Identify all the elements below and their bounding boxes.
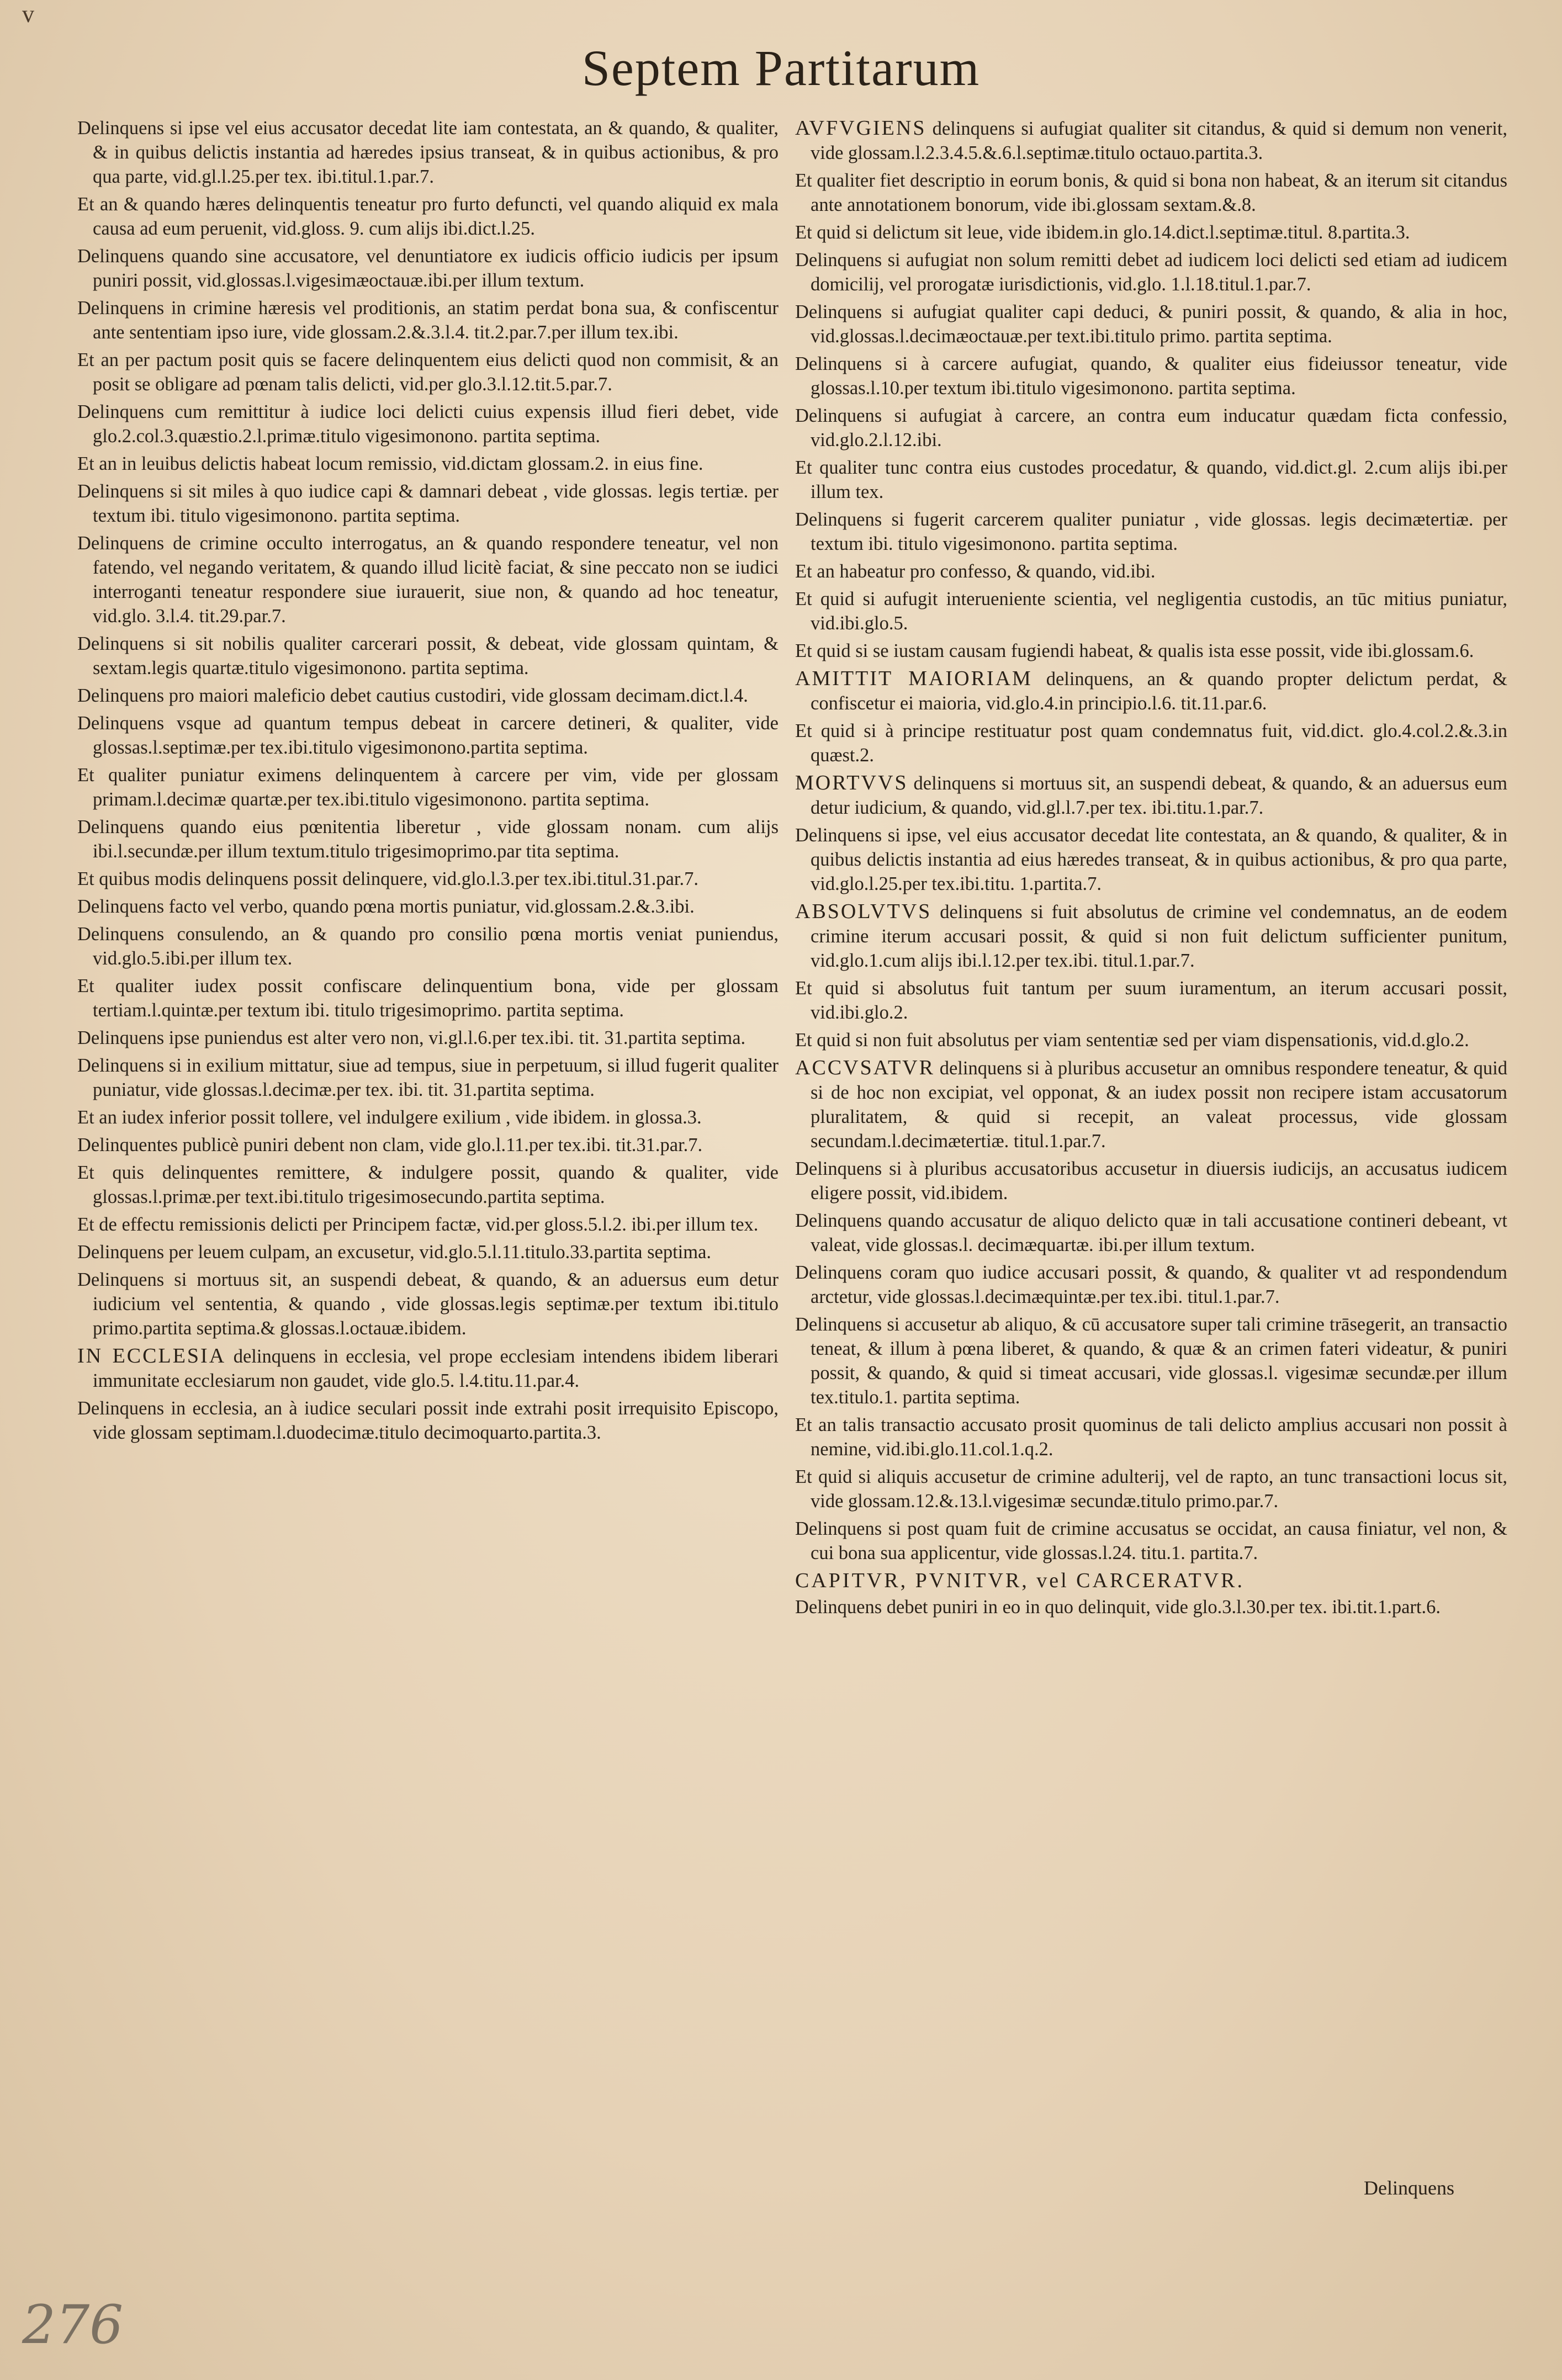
entry-text: Delinquens quando accusatur de aliquo delicto quæ in tali accusatione contineri debeant, vt valeat, vide glossas.l. decimæquartæ. ibi.per illum textum.	[795, 1210, 1507, 1255]
entry-text: Delinquens debet puniri in eo in quo delinquit, vide glo.3.l.30.per tex. ibi.tit.1.part.6.	[795, 1597, 1441, 1618]
index-entry	[77, 452, 779, 476]
entry-text: Et an per pactum posit quis se facere delinquentem eius delicti quod non commisit, & an posit se obligare ad pœnam talis delicti, vid.per glo.3.l.12.tit.5.par.7.	[77, 349, 779, 395]
entry-text: delinquens si à pluribus accusetur an omnibus respondere teneatur, & quid si de hoc non excipiat, vel opponat, & an iudex possit non recipere istam accusatorum pluralitatem, & quid si recepit, an valeat processus, vide glossam secundam.l.decimætertiæ. titul.1.par.7.	[811, 1058, 1507, 1152]
index-entry	[77, 974, 779, 1022]
entry-lead-word: ABSOLVTVS	[795, 900, 932, 923]
entry-text: Et quid si à principe restituatur post quam condemnatus fuit, vid.dict. glo.4.col.2.&.3.in quæst.2.	[795, 720, 1507, 766]
catchword: Delinquens	[1364, 2177, 1454, 2199]
index-entry	[795, 559, 1507, 584]
entry-text: Delinquens ipse puniendus est alter vero non, vi.gl.l.6.per tex.ibi. tit. 31.partita septima.	[77, 1027, 746, 1048]
index-entry	[795, 976, 1507, 1025]
index-entry	[795, 823, 1507, 896]
index-entry	[77, 1344, 779, 1393]
entry-text: Delinquens si à carcere aufugiat, quando, & qualiter eius fideiussor teneatur, vide glossas.l.10.per textum ibi.titulo vigesimonono. partita septima.	[795, 353, 1507, 399]
entry-text: Delinquens in ecclesia, an à iudice seculari possit inde extrahi posit irrequisito Episcopo, vide glossam septimam.l.duodecimæ.titulo decimoquarto.partita.3.	[77, 1398, 779, 1443]
entry-text: Delinquens si post quam fuit de crimine accusatus se occidat, an causa finiatur, vel non, & cui bona sua applicentur, vide glossas.l.24. titu.1. partita.7.	[795, 1518, 1507, 1563]
index-entry	[795, 719, 1507, 767]
entry-text: Et quid si absolutus fuit tantum per suum iuramentum, an iterum accusari possit, vid.ibi.glo.2.	[795, 978, 1507, 1023]
entry-text: Delinquens de crimine occulto interrogatus, an & quando respondere teneatur, vel non fatendo, vel negando veritatem, & quando illud licitè faciat, & sine peccato non se iudici interroganti teneatur respondere siue iurauerit, siue non, & quando ad hoc teneatur, vid.glo. 3.l.4. tit.29.par.7.	[77, 533, 779, 627]
entry-lead-word: ACCVSATVR	[795, 1056, 935, 1079]
index-entry	[795, 1028, 1507, 1052]
entry-text: Et qualiter iudex possit confiscare delinquentium bona, vide per glossam tertiam.l.quintæ.per textum ibi. titulo trigesimoprimo. partita septima.	[77, 976, 779, 1021]
entry-text: Delinquens si fugerit carcerem qualiter puniatur , vide glossas. legis decimætertiæ. per textum ibi. titulo vigesimonono. partita septima.	[795, 509, 1507, 554]
index-entry	[795, 899, 1507, 973]
entry-text: delinquens si aufugiat qualiter sit citandus, & quid si demum non venerit, vide glossam.l.2.3.4.5.&.6.l.septimæ.titulo octauo.partita.3.	[811, 118, 1507, 163]
index-entry	[77, 922, 779, 971]
entry-text: Et an in leuibus delictis habeat locum remissio, vid.dictam glossam.2. in eius fine.	[77, 453, 703, 474]
corner-mark: v	[22, 1, 34, 28]
index-entry	[77, 1240, 779, 1264]
index-entry	[795, 587, 1507, 635]
entry-lead-word: MORTVVS	[795, 771, 908, 794]
entry-text: Delinquens si accusetur ab aliquo, & cū accusatore super tali crimine trāsegerit, an transactio teneat, & illum à pœna liberet, & quando, & quæ & an crimen fateri videatur, & puniri possit, & quando, & quid si timeat accusari, vide glossas.l. vigesimæ secundæ.per illum tex.titulo.1. partita septima.	[795, 1314, 1507, 1408]
entry-text: Et an talis transactio accusato prosit quominus de tali delicto amplius accusari non possit à nemine, vid.ibi.glo.11.col.1.q.2.	[795, 1414, 1507, 1460]
index-entry	[77, 763, 779, 812]
index-entry	[77, 1133, 779, 1157]
entry-text: Delinquens quando eius pœnitentia liberetur , vide glossam nonam. cum alijs ibi.l.secundæ.per illum textum.titulo trigesimoprimo.par tita septima.	[77, 817, 779, 862]
index-entry	[77, 1160, 779, 1209]
index-entry	[795, 1312, 1507, 1409]
entry-text: Delinquens si à pluribus accusatoribus accusetur in diuersis iudicijs, an accusatus iudicem eligere possit, vid.ibidem.	[795, 1158, 1507, 1204]
index-entry	[77, 894, 779, 919]
index-entry	[795, 220, 1507, 245]
entry-text: Delinquens quando sine accusatore, vel denuntiatore ex iudicis officio iudicis per ipsum puniri possit, vid.glossas.l.vigesimæoctauæ.ibi.per illum textum.	[77, 246, 779, 291]
index-entry	[77, 1212, 779, 1237]
entry-text: Et quibus modis delinquens possit delinquere, vid.glo.l.3.per tex.ibi.titul.31.par.7.	[77, 868, 698, 889]
index-entry	[795, 1595, 1507, 1619]
index-entry	[77, 867, 779, 891]
index-entry	[795, 1413, 1507, 1461]
index-entry	[795, 507, 1507, 556]
entry-text: Delinquens si sit nobilis qualiter carcerari possit, & debeat, vide glossam quintam, & sextam.legis quartæ.titulo vigesimonono. partita septima.	[77, 633, 779, 679]
entry-text: Delinquens si ipse, vel eius accusator decedat lite contestata, an & quando, & qualiter, & in quibus delictis instantia ad eius hæredes transeat, & in quibus actionibus, & pro qua parte, vid.glo.l.25.per tex.ibi.titu. 1.partita.7.	[795, 825, 1507, 894]
handwritten-folio-number: 276	[22, 2294, 124, 2356]
entry-text: Et an iudex inferior possit tollere, vel indulgere exilium , vide ibidem. in glossa.3.	[77, 1107, 702, 1128]
index-entry	[77, 531, 779, 628]
index-entry	[795, 771, 1507, 820]
index-entry	[795, 300, 1507, 348]
index-entry	[77, 296, 779, 344]
index-entry	[77, 116, 779, 189]
index-entry	[795, 1157, 1507, 1205]
right-column	[795, 116, 1507, 1623]
entry-text: Et quid si delictum sit leue, vide ibidem.in glo.14.dict.l.septimæ.titul. 8.partita.3.	[795, 222, 1410, 243]
entry-text: delinquens si mortuus sit, an suspendi debeat, & quando, & an aduersus eum detur iudicium, & quando, vid.gl.l.7.per tex. ibi.titu.1.par.7.	[811, 773, 1507, 818]
index-entry	[77, 683, 779, 708]
entry-text: Et quid si non fuit absolutus per viam sententiæ sed per viam dispensationis, vid.d.glo.2.	[795, 1030, 1469, 1051]
entry-text: Et quis delinquentes remittere, & indulgere possit, quando & qualiter, vide glossas.l.primæ.per text.ibi.titulo trigesimosecundo.partita septima.	[77, 1162, 779, 1207]
index-entry	[77, 1105, 779, 1130]
entry-text: delinquens in ecclesia, vel prope ecclesiam intendens ibidem liberari immunitate ecclesiarum non gaudet, vide glo.5. l.4.titu.11.par.4.	[93, 1346, 779, 1391]
index-entry	[795, 666, 1507, 715]
index-entry	[77, 632, 779, 680]
index-entry	[77, 1268, 779, 1340]
entry-lead-word: IN ECCLESIA	[77, 1344, 226, 1367]
index-entry	[795, 116, 1507, 165]
entry-text: Delinquens facto vel verbo, quando pœna mortis puniatur, vid.glossam.2.&.3.ibi.	[77, 896, 695, 917]
index-entry	[77, 1053, 779, 1102]
index-entry	[795, 639, 1507, 663]
index-entry	[77, 1026, 779, 1050]
entry-text: Delinquens si ipse vel eius accusator decedat lite iam contestata, an & quando, & qualiter, & in quibus delictis instantia ad hæredes ipsius transeat, & in quibus actionibus, & pro qua parte, vid.gl.l.25.per tex. ibi.titul.1.par.7.	[77, 118, 779, 187]
index-entry	[77, 479, 779, 528]
index-entry	[77, 348, 779, 396]
entry-lead-word: AMITTIT MAIORIAM	[795, 667, 1032, 690]
index-entry	[77, 244, 779, 293]
entry-lead-word: AVFVGIENS	[795, 116, 926, 140]
index-entry	[77, 815, 779, 863]
entry-text: Delinquens si aufugiat non solum remitti debet ad iudicem loci delicti sed etiam ad iudicem domicilij, vel prorogatæ iurisdictionis, vid.glo. 1.l.18.titul.1.par.7.	[795, 250, 1507, 295]
entry-text: Et qualiter fiet descriptio in eorum bonis, & quid si bona non habeat, & an iterum sit citandus ante annotationem bonorum, vide ibi.glossam sextam.&.8.	[795, 170, 1507, 215]
entry-text: delinquens si fuit absolutus de crimine vel condemnatus, an de eodem crimine iterum accusari possit, & quid si non fuit delictum sufficienter punitum, vid.glo.1.cum alijs ibi.l.12.per tex.ibi. titul.1.par.7.	[811, 902, 1507, 971]
index-entry	[795, 1208, 1507, 1257]
index-entry	[795, 1056, 1507, 1153]
index-entry	[795, 1465, 1507, 1513]
index-entry	[795, 1260, 1507, 1309]
index-entry	[77, 711, 779, 760]
entry-text: Delinquens pro maiori maleficio debet cautius custodiri, vide glossam decimam.dict.l.4.	[77, 685, 748, 706]
index-entry	[77, 1396, 779, 1445]
entry-text: Delinquens si aufugiat à carcere, an contra eum inducatur quædam ficta confessio, vid.glo.2.l.12.ibi.	[795, 405, 1507, 450]
entry-text: Et qualiter tunc contra eius custodes procedatur, & quando, vid.dict.gl. 2.cum alijs ibi.per illum tex.	[795, 457, 1507, 502]
index-entry	[795, 455, 1507, 504]
index-entry	[795, 404, 1507, 452]
entry-text: Et quid si se iustam causam fugiendi habeat, & qualis ista esse possit, vide ibi.glossam.6.	[795, 640, 1474, 661]
index-entry	[77, 400, 779, 448]
entry-text: Delinquens vsque ad quantum tempus debeat in carcere detineri, & qualiter, vide glossas.l.septimæ.per tex.ibi.titulo vigesimonono.partita septima.	[77, 713, 779, 758]
section-heading: CAPITVR, PVNITVR, vel CARCERATVR.	[795, 1569, 1245, 1592]
entry-text: Delinquens si mortuus sit, an suspendi debeat, & quando, & an aduersus eum detur iudicium vel sententia, & quando , vide glossas.legis septimæ.per textum ibi.titulo primo.partita septima.& glossas.l.octauæ.ibidem.	[77, 1269, 779, 1339]
entry-text: Et an habeatur pro confesso, & quando, vid.ibi.	[795, 561, 1156, 582]
entry-text: Et quid si aufugit interueniente scientia, vel negligentia custodis, an tūc mitius puniatur, vid.ibi.glo.5.	[795, 589, 1507, 634]
entry-text: Delinquentes publicè puniri debent non clam, vide glo.l.11.per tex.ibi. tit.31.par.7.	[77, 1135, 703, 1155]
entry-text: delinquens, an & quando propter delictum perdat, & confiscetur ei maioria, vid.glo.4.in principio.l.6. tit.11.par.6.	[811, 669, 1507, 714]
entry-text: Delinquens cum remittitur à iudice loci delicti cuius expensis illud fieri debet, vide glo.2.col.3.quæstio.2.l.primæ.titulo vigesimonono. partita septima.	[77, 401, 779, 447]
entry-text: Et de effectu remissionis delicti per Principem factæ, vid.per gloss.5.l.2. ibi.per illum tex.	[77, 1214, 759, 1235]
entry-text: Et an & quando hæres delinquentis teneatur pro furto defuncti, vel quando aliquid ex mala causa ad eum peruenit, vid.gloss. 9. cum alijs ibi.dict.l.25.	[77, 194, 779, 239]
entry-text: Et quid si aliquis accusetur de crimine adulterij, vel de rapto, an tunc transactioni locus sit, vide glossam.12.&.13.l.vigesimæ secundæ.titulo primo.par.7.	[795, 1466, 1507, 1512]
index-entry	[795, 248, 1507, 296]
index-entry	[795, 168, 1507, 217]
entry-text: Delinquens in crimine hæresis vel proditionis, an statim perdat bona sua, & confiscentur ante sententiam ipso iure, vide glossam.2.&.3.l.4. tit.2.par.7.per illum tex.ibi.	[77, 298, 779, 343]
index-entry	[795, 352, 1507, 400]
entry-text: Delinquens consulendo, an & quando pro consilio pœna mortis veniat puniendus, vid.glo.5.ibi.per illum tex.	[77, 924, 779, 969]
index-entry	[77, 192, 779, 241]
running-header-title: Septem Partitarum	[581, 40, 981, 96]
left-column	[77, 116, 779, 1448]
entry-text: Delinquens per leuem culpam, an excusetur, vid.glo.5.l.11.titulo.33.partita septima.	[77, 1242, 712, 1263]
entry-text: Delinquens si in exilium mittatur, siue ad tempus, siue in perpetuum, si illud fugerit qualiter puniatur, vide glossas.l.decimæ.per tex. ibi. tit. 31.partita septima.	[77, 1055, 779, 1100]
entry-text: Delinquens coram quo iudice accusari possit, & quando, & qualiter vt ad respondendum arctetur, vide glossas.l.decimæquintæ.per tex.ibi. titul.1.par.7.	[795, 1262, 1507, 1307]
index-entry	[795, 1517, 1507, 1565]
entry-text: Delinquens si sit miles à quo iudice capi & damnari debeat , vide glossas. legis tertiæ. per textum ibi. titulo vigesimonono. partita septima.	[77, 481, 779, 526]
entry-text: Delinquens si aufugiat qualiter capi deduci, & puniri possit, & quando, & alia in hoc, vid.glossas.l.decimæoctauæ.per text.ibi.titulo primo. partita septima.	[795, 301, 1507, 347]
entry-text: Et qualiter puniatur eximens delinquentem à carcere per vim, vide per glossam primam.l.decimæ quartæ.per tex.ibi.titulo vigesimonono. partita septima.	[77, 765, 779, 810]
